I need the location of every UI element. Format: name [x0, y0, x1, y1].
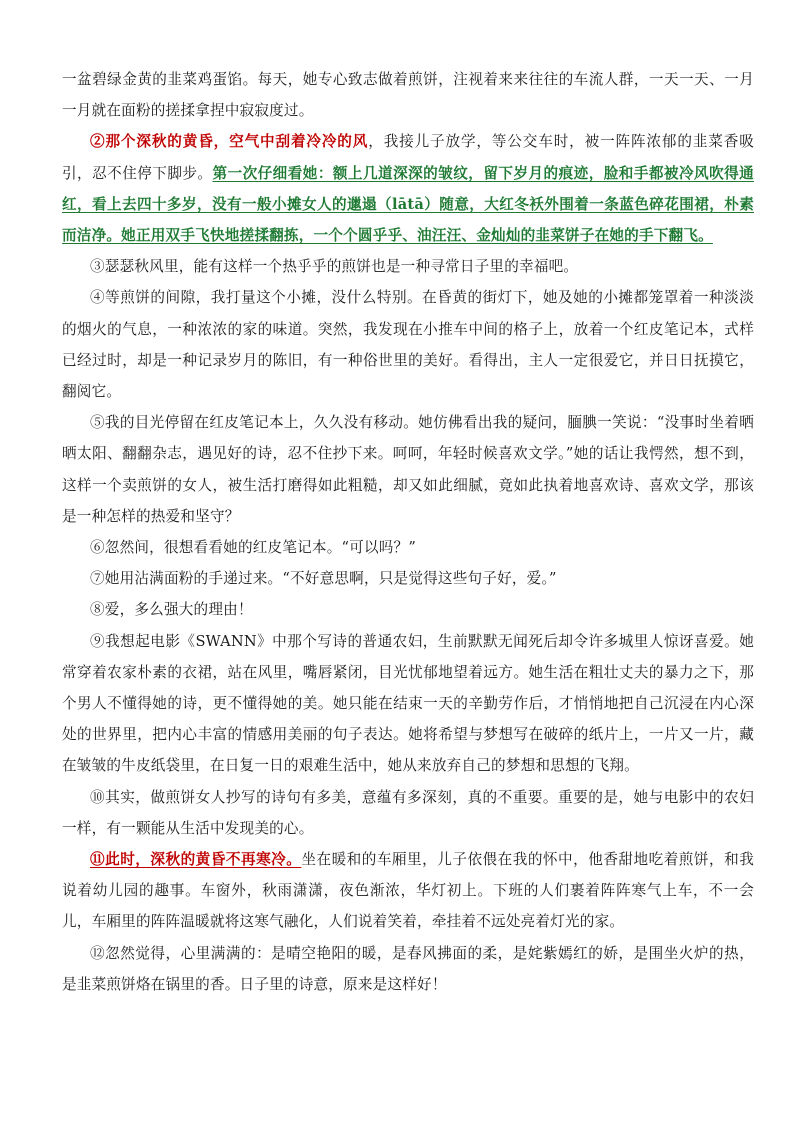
paragraph-0 — [62, 64, 754, 126]
paragraph-9 — [62, 626, 754, 782]
paragraph-11-text: 坐在暖和的车厢里，儿子依偎在我的怀中，他香甜地吃着煎饼，和我说着幼儿园的趣事。车窗外，秋雨潇潇，夜色渐浓，华灯初上。下班的人们裹着阵阵寒气上车，不一会儿，车厢里的阵阵温暖就将这寒气融化，人们说着笑着，牵挂着不远处亮着灯光的家。 — [62, 851, 754, 931]
paragraph-10-text: ⑩其实，做煎饼女人抄写的诗句有多美，意蕴有多深刻，真的不重要。重要的是，她与电影中的农妇一样，有一颗能从生活中发现美的心。 — [62, 788, 754, 837]
paragraph-4 — [62, 282, 754, 407]
paragraph-11-red-highlight: ⑪此时，深秋的黄昏不再寒冷。 — [90, 851, 302, 869]
paragraph-2 — [62, 126, 754, 251]
paragraph-3-text: ③瑟瑟秋风里，能有这样一个热乎乎的煎饼也是一种寻常日子里的幸福吧。 — [90, 258, 579, 276]
paragraph-7-text: ⑦她用沾满面粉的手递过来。“不好意思啊，只是觉得这些句子好，爱。” — [90, 570, 557, 588]
paragraph-2-green-highlight: 第一次仔细看她：额上几道深深的皱纹，留下岁月的痕迹，脸和手都被冷风吹得通红，看上去四十多岁，没有一般小摊女人的邋遢（lātā）随意，大红冬袄外围着一条蓝色碎花围裙，朴素而洁净。她正用双手飞快地搓揉翻拣，一个个圆乎乎、油汪汪、金灿灿的韭菜饼子在她的手下翻飞。 — [62, 164, 754, 245]
paragraph-8 — [62, 594, 754, 625]
paragraph-0-text: 一盆碧绿金黄的韭菜鸡蛋馅。每天，她专心致志做着煎饼，注视着来来往往的车流人群，一天一天、一月一月就在面粉的搓揉拿捏中寂寂度过。 — [62, 71, 754, 120]
article-body — [62, 64, 754, 1000]
paragraph-8-text: ⑧爱，多么强大的理由！ — [90, 601, 253, 619]
paragraph-12-text: ⑫忽然觉得，心里满满的：是晴空艳阳的暖，是春风拂面的柔，是姹紫嫣红的娇，是围坐火炉的热，是韭菜煎饼烙在锅里的香。日子里的诗意，原来是这样好！ — [62, 944, 754, 993]
paragraph-7 — [62, 563, 754, 594]
paragraph-2-text: ，我接儿子放学，等公交车时，被一阵阵浓郁的韭菜香吸引，忍不住停下脚步。 — [62, 133, 754, 182]
paragraph-11 — [62, 844, 754, 938]
paragraph-2-red-highlight: ②那个深秋的黄昏，空气中刮着冷冷的风 — [90, 133, 369, 151]
paragraph-10 — [62, 782, 754, 844]
paragraph-12 — [62, 938, 754, 1000]
paragraph-9-text: ⑨我想起电影《SWANN》中那个写诗的普通农妇，生前默默无闻死后却令许多城里人惊讶喜爱。她常穿着农家朴素的衣裙，站在风里，嘴唇紧闭，目光忧郁地望着远方。她生活在粗壮丈夫的暴力之下，那个男人不懂得她的诗，更不懂得她的美。她只能在结束一天的辛勤劳作后，才悄悄地把自己沉浸在内心深处的世界里，把内心丰富的情感用美丽的句子表达。她将希望与梦想写在破碎的纸片上，一片又一片，藏在皱皱的牛皮纸袋里，在日复一日的艰难生活中，她从来放弃自己的梦想和思想的飞翔。 — [62, 632, 754, 775]
paragraph-3 — [62, 251, 754, 282]
paragraph-6-text: ⑥忽然间，很想看看她的红皮笔记本。“可以吗？” — [90, 539, 416, 557]
paragraph-6 — [62, 532, 754, 563]
paragraph-4-text: ④等煎饼的间隙，我打量这个小摊，没什么特别。在昏黄的街灯下，她及她的小摊都笼罩着一种淡淡的烟火的气息，一种浓浓的家的味道。突然，我发现在小推车中间的格子上，放着一个红皮笔记本，式样已经过时，却是一种记录岁月的陈旧，有一种俗世里的美好。看得出，主人一定很爱它，并日日抚摸它，翻阅它。 — [62, 289, 754, 401]
paragraph-5-text: ⑤我的目光停留在红皮笔记本上，久久没有移动。她仿佛看出我的疑问，腼腆一笑说：“没事时坐着晒晒太阳、翻翻杂志，遇见好的诗，忍不住抄下来。呵呵，年轻时候喜欢文学。”她的话让我愕然，想不到，这样一个卖煎饼的女人，被生活打磨得如此粗糙，却又如此细腻，竟如此执着地喜欢诗、喜欢文学，那该是一种怎样的热爱和坚守？ — [62, 414, 754, 525]
paragraph-5 — [62, 407, 754, 532]
